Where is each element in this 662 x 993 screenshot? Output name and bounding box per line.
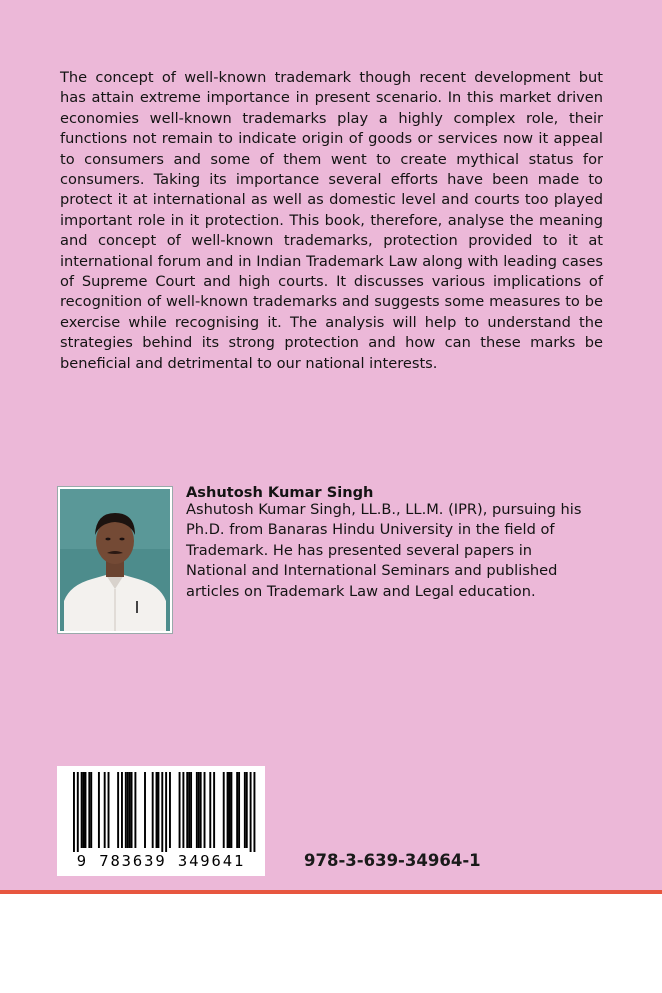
author-portrait-image <box>60 489 170 631</box>
barcode-bar <box>117 772 119 848</box>
isbn-number: 978-3-639-34964-1 <box>304 851 481 870</box>
barcode-bar <box>198 772 200 848</box>
book-blurb: The concept of well-known trademark though recent development but has attain extreme importance in present scenario. In this market driven economies well-known trademarks play a highly complex role, their functions not remain to indicate origin of goods or services now it appeal to consumers and some of them went to create mythical status for consumers. Taking its importance several efforts have been made to protect it at international as well as domestic level and courts too played important role in it protection. This book, therefore, analyse the meaning and concept of well-known trademarks, protection provided to it at international forum and in Indian Trademark Law along with leading cases of Supreme Court and high courts. It discusses various implications of recognition of well-known trademarks and suggests some measures to be exercise while recognising it. The analysis will help to understand the strategies behind its strong protection and how can these marks be beneficial and detrimental to our national interests. <box>60 69 603 372</box>
barcode-bar <box>125 772 127 848</box>
barcode-bar <box>81 772 83 848</box>
barcode-bar <box>227 772 229 848</box>
barcode-bar <box>83 772 85 848</box>
barcode-bar <box>209 772 211 848</box>
barcode-bar <box>121 772 123 848</box>
barcode-bar <box>246 772 248 848</box>
barcode-bar <box>230 772 232 848</box>
author-photo <box>57 486 173 634</box>
barcode-bar <box>213 772 215 848</box>
barcode-bar <box>161 772 163 852</box>
barcode-bar <box>253 772 255 852</box>
barcode-bar <box>127 772 129 848</box>
barcode-bar <box>98 772 100 848</box>
barcode-bar <box>77 772 79 852</box>
barcode-bar <box>104 772 106 848</box>
isbn-barcode <box>57 766 265 876</box>
barcode-bar <box>129 772 131 848</box>
barcode-bar <box>169 772 171 848</box>
barcode-bar <box>188 772 190 848</box>
author-bio: Ashutosh Kumar Singh, LL.B., LL.M. (IPR), pursuing his Ph.D. from Banaras Hindu University in the field of Trademark. He has presented several papers in National and International Seminars and published articles on Trademark Law and Legal education. <box>186 501 582 600</box>
barcode-bar <box>223 772 225 848</box>
barcode-bar <box>165 772 167 852</box>
barcode-bar <box>196 772 198 848</box>
barcode-bar <box>90 772 92 848</box>
barcode-bar <box>236 772 238 848</box>
barcode-bar <box>238 772 240 848</box>
barcode-bar <box>85 772 87 848</box>
barcode-bar <box>186 772 188 848</box>
barcode-bar <box>108 772 110 848</box>
barcode-bar <box>88 772 90 848</box>
barcode-bar <box>244 772 246 848</box>
barcode-bar <box>134 772 136 848</box>
barcode-bar <box>157 772 159 848</box>
barcode-bar <box>190 772 192 848</box>
barcode-bar <box>73 772 75 852</box>
barcode-digits: 9 783639 349641 <box>76 852 246 870</box>
barcode-bar <box>229 772 231 848</box>
barcode-bar <box>204 772 206 848</box>
barcode-bar <box>250 772 252 852</box>
barcode-bar <box>156 772 158 848</box>
barcode-bar <box>179 772 181 848</box>
author-name: Ashutosh Kumar Singh <box>186 484 374 501</box>
barcode-bar <box>131 772 133 848</box>
barcode-bar <box>182 772 184 848</box>
barcode-bars <box>57 766 265 852</box>
barcode-bar <box>200 772 202 848</box>
barcode-bar <box>152 772 154 848</box>
bottom-stripe <box>0 890 662 894</box>
barcode-bar <box>144 772 146 848</box>
